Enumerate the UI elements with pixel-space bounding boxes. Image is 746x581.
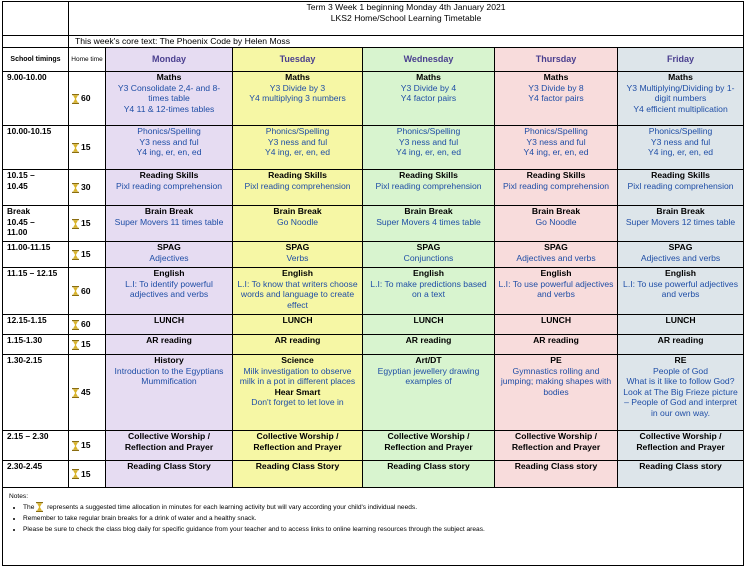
timetable-row: [3, 72, 744, 126]
lesson-title: English: [412, 268, 445, 278]
blank-corner-2: [3, 36, 69, 48]
lesson-title: English: [665, 268, 697, 278]
lesson-cell: [106, 206, 233, 242]
lesson-detail: Super Movers 4 times table: [376, 216, 481, 227]
home-time-header: Home time: [69, 48, 106, 72]
lesson-detail: Phonics/Spelling Y3 ness and ful Y4 ing, er, en, ed: [136, 126, 202, 158]
lesson-cell: [363, 126, 495, 170]
hourglass-icon: [72, 143, 79, 153]
lesson-title: LUNCH: [413, 315, 444, 325]
lesson-cell: [106, 242, 233, 268]
lesson-detail: L.I: To make predictions based on a text: [370, 278, 487, 300]
lesson-title: Collective Worship / Reflection and Prayer: [511, 431, 601, 452]
home-time: [69, 170, 106, 206]
lesson-detail: Y3 Divide by 4 Y4 factor pairs: [400, 82, 457, 104]
hourglass-icon: [72, 183, 79, 193]
lesson-detail: Super Movers 11 times table: [114, 216, 224, 227]
lesson-cell: [233, 170, 363, 206]
home-time: [69, 461, 106, 488]
school-timing: 11.00-11.15: [3, 242, 69, 268]
lesson-title-2: Hear Smart: [274, 386, 321, 397]
lesson-cell: [618, 126, 744, 170]
lesson-cell: [363, 431, 495, 461]
timetable-row: [3, 206, 744, 242]
lesson-detail: Pixl reading comprehension: [627, 180, 734, 191]
lesson-cell: [233, 126, 363, 170]
home-time: [69, 72, 106, 126]
timetable-row: [3, 355, 744, 431]
lesson-cell: [618, 461, 744, 488]
lesson-title: SPAG: [416, 242, 441, 252]
school-timing: 2.15 – 2.30: [3, 431, 69, 461]
lesson-cell: [106, 170, 233, 206]
timetable-row: [3, 315, 744, 335]
lesson-title: Reading Class Story: [255, 461, 340, 471]
note-pre: The: [23, 504, 35, 511]
lesson-detail: Go Noodle: [276, 216, 319, 227]
school-timing: 11.15 – 12.15: [3, 268, 69, 315]
lesson-title: Maths: [668, 72, 693, 82]
day-header-monday: Monday: [106, 48, 233, 72]
column-header-row: [3, 48, 744, 72]
lesson-cell: [363, 268, 495, 315]
lesson-detail: Adjectives and verbs: [640, 252, 721, 263]
hourglass-icon: [72, 250, 79, 260]
lesson-cell: [495, 315, 618, 335]
school-timings-header: School timings: [3, 48, 69, 72]
lesson-cell: [106, 335, 233, 355]
lesson-title: LUNCH: [282, 315, 313, 325]
timetable-row: [3, 461, 744, 488]
lesson-detail: Phonics/Spelling Y3 ness and ful Y4 ing, er, en, ed: [648, 126, 714, 158]
lesson-detail: Pixl reading comprehension: [115, 180, 223, 191]
lesson-cell: [618, 431, 744, 461]
lesson-title: AR reading: [274, 335, 321, 345]
blank-corner: [3, 2, 69, 36]
lesson-cell: [495, 355, 618, 431]
home-time: [69, 126, 106, 170]
hourglass-icon: [72, 219, 79, 229]
lesson-title: SPAG: [544, 242, 568, 252]
lesson-title: SPAG: [157, 242, 181, 252]
home-minutes: 15: [81, 142, 91, 153]
hourglass-icon: [72, 388, 79, 398]
lesson-cell: [363, 242, 495, 268]
lesson-cell: [233, 335, 363, 355]
hourglass-icon: [72, 286, 79, 296]
timetable-row: [3, 431, 744, 461]
lesson-cell: [618, 268, 744, 315]
lesson-title: Reading Skills: [399, 170, 458, 180]
lesson-cell: [618, 355, 744, 431]
home-minutes: 15: [81, 339, 91, 350]
lesson-detail: L.I: To identify powerful adjectives and verbs: [125, 278, 213, 300]
home-minutes: 15: [81, 468, 91, 479]
home-minutes: 60: [81, 319, 91, 330]
note-item: [23, 502, 737, 513]
lesson-cell: [106, 431, 233, 461]
lesson-cell: [363, 355, 495, 431]
day-header-wednesday: Wednesday: [363, 48, 495, 72]
lesson-cell: [233, 461, 363, 488]
lesson-detail: L.I: To use powerful adjectives and verbs: [498, 278, 614, 300]
hourglass-icon: [72, 469, 79, 479]
notes-section: [3, 488, 744, 566]
lesson-cell: [618, 72, 744, 126]
lesson-cell: [106, 461, 233, 488]
home-minutes: 30: [81, 182, 91, 193]
lesson-detail: Egyptian jewellery drawing examples of: [377, 365, 480, 387]
lesson-title: Reading Skills: [651, 170, 710, 180]
school-timing: Break 10.45 – 11.00: [3, 206, 69, 242]
notes-label: Notes:: [9, 493, 29, 500]
home-minutes: 15: [81, 440, 91, 451]
lesson-title: LUNCH: [665, 315, 696, 325]
lesson-cell: [495, 335, 618, 355]
lesson-cell: [106, 355, 233, 431]
core-text: This week's core text: The Phoenix Code by Helen Moss: [69, 36, 744, 48]
lesson-title: Reading Class story: [387, 461, 470, 471]
lesson-title: Reading Class story: [514, 461, 598, 471]
lesson-cell: [233, 355, 363, 431]
timetable-row: [3, 268, 744, 315]
lesson-detail: Y3 Consolidate 2,4- and 8-times table Y4 11 & 12-times tables: [117, 82, 221, 114]
home-time: [69, 268, 106, 315]
lesson-cell: [618, 170, 744, 206]
home-minutes: 15: [81, 249, 91, 260]
lesson-title: Art/DT: [415, 355, 442, 365]
lesson-cell: [233, 268, 363, 315]
lesson-cell: [495, 268, 618, 315]
lesson-cell: [233, 72, 363, 126]
lesson-cell: [106, 126, 233, 170]
lesson-title: History: [154, 355, 184, 365]
lesson-cell: [495, 431, 618, 461]
lesson-title: LUNCH: [153, 315, 185, 325]
lesson-title: AR reading: [405, 335, 452, 345]
lesson-title: Brain Break: [404, 206, 453, 216]
timetable: [2, 1, 744, 566]
lesson-cell: [618, 315, 744, 335]
day-header-thursday: Thursday: [495, 48, 618, 72]
lesson-title: Reading Skills: [526, 170, 586, 180]
lesson-detail: Milk investigation to observe milk in a pot in different places: [239, 365, 356, 387]
school-timing: 1.15-1.30: [3, 335, 69, 355]
title-line-2: LKS2 Home/School Learning Timetable: [330, 12, 482, 23]
home-minutes: 15: [81, 218, 91, 229]
lesson-title: PE: [550, 355, 562, 365]
lesson-title: AR reading: [146, 335, 192, 345]
lesson-cell: [363, 335, 495, 355]
lesson-detail: Go Noodle: [535, 216, 577, 227]
lesson-title: Maths: [543, 72, 569, 82]
lesson-detail: Phonics/Spelling Y3 ness and ful Y4 ing, er, en, ed: [396, 126, 461, 158]
lesson-title: SPAG: [285, 242, 310, 252]
lesson-cell: [618, 206, 744, 242]
home-time: [69, 242, 106, 268]
lesson-title: English: [281, 268, 314, 278]
lesson-title: Science: [281, 355, 314, 365]
lesson-title: Brain Break: [656, 206, 705, 216]
school-timing: 12.15-1.15: [3, 315, 69, 335]
home-minutes: 60: [81, 93, 91, 104]
lesson-title: Collective Worship / Reflection and Prayer: [253, 431, 342, 452]
lesson-title: Collective Worship / Reflection and Prayer: [124, 431, 214, 452]
hourglass-icon: [72, 441, 79, 451]
lesson-title: RE: [674, 355, 687, 365]
hourglass-icon: [72, 340, 79, 350]
lesson-title: AR reading: [657, 335, 704, 345]
lesson-detail: Phonics/Spelling Y3 ness and ful Y4 ing, er, en, ed: [265, 126, 330, 158]
note-text: Please be sure to check the class blog daily for specific guidance from your teacher and to access links to online learning resources through the subject areas.: [23, 526, 485, 533]
day-header-friday: Friday: [618, 48, 744, 72]
lesson-cell: [233, 242, 363, 268]
lesson-cell: [618, 242, 744, 268]
timetable-row: [3, 170, 744, 206]
hourglass-icon: [36, 502, 43, 512]
lesson-title: Reading Skills: [139, 170, 199, 180]
lesson-title: Brain Break: [273, 206, 322, 216]
home-time: [69, 206, 106, 242]
lesson-cell: [233, 206, 363, 242]
school-timing: 9.00-10.00: [3, 72, 69, 126]
lesson-cell: [106, 315, 233, 335]
lesson-cell: [233, 315, 363, 335]
lesson-detail: L.I: To know that writers choose words and language to create effect: [237, 278, 358, 310]
lesson-title: Brain Break: [144, 206, 194, 216]
lesson-detail: People of God What is it like to follow God? Look at The Big Frieze picture – People of God and interpret in our own way.: [623, 365, 738, 418]
lesson-detail: Y3 Divide by 3 Y4 multiplying 3 numbers: [249, 82, 346, 104]
lesson-detail: Pixl reading comprehension: [375, 180, 482, 191]
lesson-cell: [106, 72, 233, 126]
lesson-title: English: [540, 268, 572, 278]
timetable-title: [69, 2, 744, 36]
note-text: Remember to take regular brain breaks for a drink of water and a healthy snack.: [23, 515, 257, 522]
lesson-title: Collective Worship / Reflection and Prayer: [384, 431, 473, 452]
school-timing: 1.30-2.15: [3, 355, 69, 431]
lesson-cell: [233, 431, 363, 461]
lesson-detail: Conjunctions: [403, 252, 454, 263]
lesson-cell: [495, 242, 618, 268]
lesson-title: Reading Class story: [639, 461, 722, 471]
lesson-detail: Pixl reading comprehension: [244, 180, 351, 191]
lesson-cell: [363, 170, 495, 206]
school-timing: 10.15 – 10.45: [3, 170, 69, 206]
lesson-title: Maths: [285, 72, 310, 82]
note-item: [23, 524, 737, 535]
lesson-detail: Adjectives and verbs: [516, 252, 596, 263]
lesson-title: SPAG: [668, 242, 693, 252]
hourglass-icon: [72, 320, 79, 330]
lesson-title: Reading Skills: [268, 170, 327, 180]
timetable-row: [3, 242, 744, 268]
lesson-detail: L.I: To use powerful adjectives and verbs: [623, 278, 739, 300]
lesson-cell: [363, 72, 495, 126]
lesson-cell: [495, 72, 618, 126]
timetable-row: [3, 335, 744, 355]
title-line-1: Term 3 Week 1 beginning Monday 4th January 2021: [306, 2, 506, 12]
lesson-cell: [495, 126, 618, 170]
lesson-detail: Verbs: [286, 252, 309, 263]
lesson-cell: [106, 268, 233, 315]
lesson-detail: Gymnastics rolling and jumping; making shapes with bodies: [500, 365, 612, 397]
home-time: [69, 335, 106, 355]
lesson-cell: [495, 461, 618, 488]
lesson-detail-2: Don't forget to let love in: [251, 397, 344, 408]
lesson-title: LUNCH: [540, 315, 572, 325]
school-timing: 10.00-10.15: [3, 126, 69, 170]
lesson-title: Reading Class Story: [127, 461, 211, 471]
lesson-title: AR reading: [533, 335, 579, 345]
lesson-title: Maths: [156, 72, 182, 82]
lesson-cell: [495, 170, 618, 206]
lesson-title: Brain Break: [531, 206, 581, 216]
home-time: [69, 431, 106, 461]
lesson-title: English: [153, 268, 185, 278]
lesson-title: Maths: [416, 72, 441, 82]
day-header-tuesday: Tuesday: [233, 48, 363, 72]
lesson-detail: Y3 Divide by 8 Y4 factor pairs: [528, 82, 584, 104]
lesson-cell: [495, 206, 618, 242]
hourglass-icon: [72, 94, 79, 104]
note-text: represents a suggested time allocation in minutes for each learning activity but will vary according your child's individual needs.: [47, 504, 418, 511]
note-item: [23, 513, 737, 524]
lesson-cell: [618, 335, 744, 355]
home-time: [69, 355, 106, 431]
lesson-title: Collective Worship / Reflection and Prayer: [636, 431, 725, 452]
lesson-detail: Y3 Multiplying/Dividing by 1-digit numbers Y4 efficient multiplication: [626, 82, 735, 114]
lesson-cell: [363, 315, 495, 335]
lesson-detail: Introduction to the Egyptians Mummification: [114, 365, 224, 387]
home-time: [69, 315, 106, 335]
home-minutes: 45: [81, 387, 91, 398]
lesson-cell: [363, 461, 495, 488]
lesson-detail: Adjectives: [149, 252, 189, 263]
timetable-row: [3, 126, 744, 170]
lesson-detail: Phonics/Spelling Y3 ness and ful Y4 ing, er, en, ed: [523, 126, 589, 158]
lesson-cell: [363, 206, 495, 242]
home-minutes: 60: [81, 285, 91, 296]
school-timing: 2.30-2.45: [3, 461, 69, 488]
lesson-detail: Super Movers 12 times table: [625, 216, 736, 227]
lesson-detail: Pixl reading comprehension: [502, 180, 610, 191]
